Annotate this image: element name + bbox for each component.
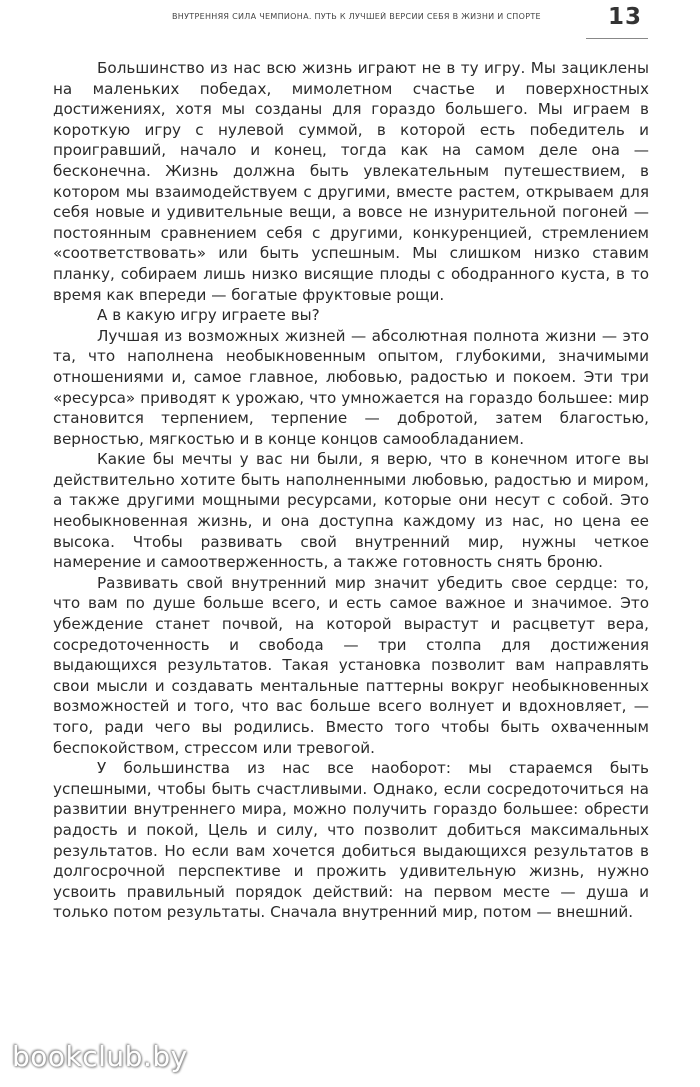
body-text bbox=[53, 58, 649, 923]
watermark: bookclub.by bbox=[12, 1040, 188, 1073]
paragraph: Какие бы мечты у вас ни были, я верю, что в конечном итоге вы действительно хотите быть наполненными любовью, радостью и миром, а также другими мощными ресурсами, которые они несут с собой. Это необыкновенная жизнь, и она доступна каждому из нас, но цена ее высока. Чтобы развивать свой внутренний мир, нужны четкое намерение и самоотверженность, а также готовность снять броню. bbox=[53, 450, 649, 572]
paragraph: Лучшая из возможных жизней — абсолютная полнота жизни — это та, что наполнена необыкновенным опытом, глубокими, значимыми отношениями и, самое главное, любовью, радостью и покоем. Эти три «ресурса» приводят к урожаю, что умножается на гораздо большее: мир становится терпением, терпение — добротой, затем благостью, верностью, мягкостью и в конце концов самообладанием. bbox=[53, 326, 649, 448]
paragraph: Большинство из нас всю жизнь играют не в ту игру. Мы зациклены на маленьких победах, мимолетном счастье и поверхностных достижениях, хотя мы созданы для гораздо большего. Мы играем в короткую игру с нулевой суммой, в которой есть победитель и проигравший, начало и конец, тогда как на самом деле она — бесконечна. Жизнь должна быть увлекательным путешествием, в котором мы взаимодействуем с другими, вместе растем, открываем для себя новые и удивительные вещи, а вовсе не изнурительной погоней — постоянным сравнением себя с другими, конкуренцией, стремлением «соответствовать» или быть успешным. Мы слишком низко ставим планку, собираем лишь низко висящие плоды с ободранного куста, в то время как впереди — богатые фруктовые рощи. bbox=[53, 59, 649, 304]
header-rule bbox=[586, 38, 648, 39]
paragraph: А в какую игру играете вы? bbox=[97, 306, 320, 325]
paragraph: Развивать свой внутренний мир значит убедить свое сердце: то, что вам по душе больше всего, и есть самое важное и значимое. Это убеждение станет почвой, на которой вырастут и расцветут вера, сосредоточенность и свобода — три столпа для достижения выдающихся результатов. Такая установка позволит вам направлять свои мысли и создавать ментальные паттерны вокруг необыкновенных возможностей и того, что вас больше всего волнует и вдохновляет, — того, ради чего вы родились. Вместо того чтобы быть охваченным беспокойством, стрессом или тревогой. bbox=[53, 573, 649, 757]
running-header: ВНУТРЕННЯЯ СИЛА ЧЕМПИОНА. ПУТЬ К ЛУЧШЕЙ ВЕРСИИ СЕБЯ В ЖИЗНИ И СПОРТЕ bbox=[172, 12, 541, 21]
paragraph: У большинства из нас все наоборот: мы стараемся быть успешными, чтобы быть счастливыми. Однако, если сосредоточиться на развитии внутреннего мира, можно получить гораздо большее: обрести радость и покой, Цель и силу, что позволит добиться максимальных результатов. Но если вам хочется добиться выдающихся результатов в долгосрочной перспективе и прожить удивительную жизнь, нужно усвоить правильный порядок действий: на первом месте — душа и только потом результаты. Сначала внутренний мир, потом — внешний. bbox=[53, 759, 649, 922]
page-number: 13 bbox=[607, 4, 642, 30]
